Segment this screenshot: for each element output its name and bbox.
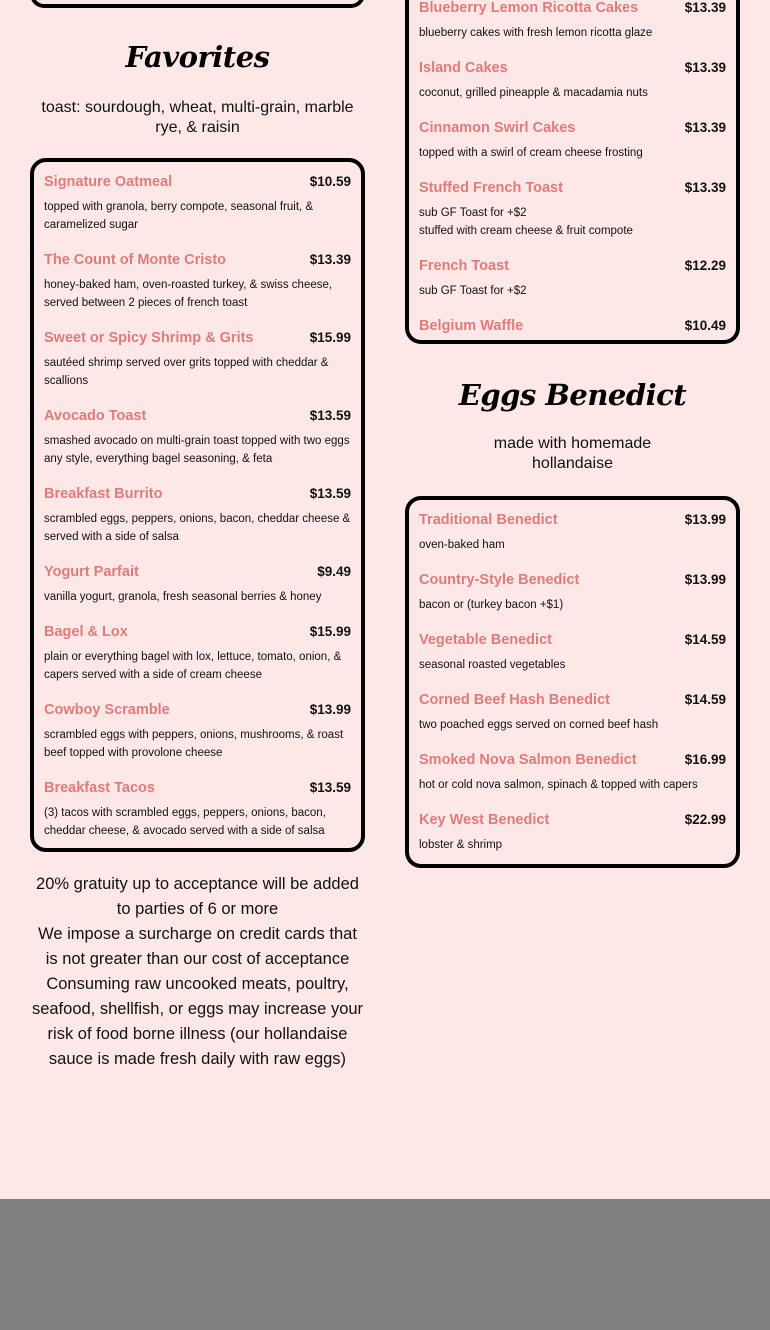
item-name: Avocado Toast [44,408,147,424]
item-name: Cinnamon Swirl Cakes [419,120,576,136]
menu-item [44,618,351,684]
menu-item [419,506,726,554]
item-description: scrambled eggs, peppers, onions, bacon, cheddar cheese & served with a side of salsa [44,513,351,543]
item-name: Corned Beef Hash Benedict [419,692,610,708]
menu-item [44,558,351,606]
item-name: Vegetable Benedict [419,632,552,648]
item-name: Sweet or Spicy Shrimp & Grits [44,330,254,346]
item-price: $12.29 [684,258,726,273]
surcharge-note: We impose a surcharge on credit cards that is not greater than our cost of acceptance [38,925,357,968]
item-price: $22.99 [684,812,726,827]
gratuity-note: 20% gratuity up to acceptance will be added to parties of 6 or more [36,875,359,918]
item-price: $13.59 [309,408,351,423]
item-price: $13.39 [684,60,726,75]
item-description: blueberry cakes with fresh lemon ricotta glaze [419,27,653,39]
menu-item [44,168,351,234]
item-price: $13.99 [684,572,726,587]
item-name: Blueberry Lemon Ricotta Cakes [419,0,639,16]
item-name: Bagel & Lox [44,624,128,640]
benedict-menu-box [405,496,740,868]
item-description: topped with granola, berry compote, seasonal fruit, & caramelized sugar [44,201,314,231]
item-description: hot or cold nova salmon, spinach & topped with capers [419,779,698,791]
item-price: $13.39 [684,180,726,195]
item-price: $13.99 [309,702,351,717]
item-gf-note: sub GF Toast for +$2 [419,207,527,219]
eggs-benedict-subtitle: made with homemade hollandaise [493,435,652,472]
page-footer-band [0,1199,770,1330]
item-description: (3) tacos with scrambled eggs, peppers, onions, bacon, cheddar cheese, & avocado served with a side of salsa [44,807,326,837]
item-price: $9.49 [317,564,351,579]
menu-item [44,696,351,762]
menu-item [419,174,726,240]
item-description [419,204,726,240]
item-description-line: stuffed with cream cheese & fruit compote [419,225,633,237]
item-price: $13.99 [684,512,726,527]
item-name: Cowboy Scramble [44,702,170,718]
item-price: $14.59 [684,692,726,707]
item-name: Smoked Nova Salmon Benedict [419,752,637,768]
item-description: bacon or (turkey bacon +$1) [419,599,564,611]
right-column [405,0,740,868]
menu-item [419,566,726,614]
item-price: $10.59 [309,174,351,189]
item-description: lobster & shrimp [419,839,503,851]
item-price: $15.99 [309,624,351,639]
item-price: $13.39 [684,120,726,135]
item-name: The Count of Monte Cristo [44,252,227,268]
item-price: $10.49 [684,318,726,333]
item-description: smashed avocado on multi-grain toast topped with two eggs any style, everything bagel seasoning, & feta [44,435,350,465]
left-column [30,0,365,1072]
item-name: Breakfast Burrito [44,486,163,502]
menu-item [44,324,351,390]
raw-food-warning: Consuming raw uncooked meats, poultry, seafood, shellfish, or eggs may increase your risk of food borne illness (our hollandaise sauce is made fresh daily with raw eggs) [31,975,364,1068]
item-description: vanilla yogurt, granola, fresh seasonal berries & honey [44,591,322,603]
item-description: scrambled eggs with peppers, onions, mushrooms, & roast beef topped with provolone cheese [44,729,344,759]
menu-item [419,626,726,674]
item-price: $13.39 [684,0,726,15]
item-price: $13.59 [309,780,351,795]
item-name: Belgium Waffle [419,318,524,334]
item-name: Island Cakes [419,60,508,76]
item-name: Country-Style Benedict [419,572,580,588]
item-name: Signature Oatmeal [44,174,173,190]
item-description: seasonal roasted vegetables [419,659,566,671]
eggs-benedict-title: Eggs Benedict [458,378,687,412]
item-description: sub GF Toast for +$2 [419,285,527,297]
menu-item [44,246,351,312]
item-description: coconut, grilled pineapple & macadamia nuts [419,87,648,99]
item-description: plain or everything bagel with lox, lettuce, tomato, onion, & capers served with a side of cream cheese [44,651,342,681]
item-price: $13.59 [309,486,351,501]
favorites-menu-box [30,158,365,852]
menu-item [419,806,726,854]
menu-item [419,746,726,794]
favorites-subtitle: toast: sourdough, wheat, multi-grain, marble rye, & raisin [41,99,354,136]
item-description: topped with a swirl of cream cheese frosting [419,147,643,159]
menu-item [419,0,726,42]
item-name: Breakfast Tacos [44,780,155,796]
item-description: honey-baked ham, oven-roasted turkey, & swiss cheese, served between 2 pieces of french toast [44,279,333,309]
menu-item [44,480,351,546]
item-price: $15.99 [309,330,351,345]
menu-item [419,252,726,300]
item-price: $14.59 [684,632,726,647]
menu-item [419,114,726,162]
item-price: $16.99 [684,752,726,767]
item-name: Yogurt Parfait [44,564,139,580]
item-name: Traditional Benedict [419,512,558,528]
menu-item [419,54,726,102]
item-name: Key West Benedict [419,812,550,828]
menu-item [419,312,726,334]
menu-item [44,774,351,840]
item-name: Stuffed French Toast [419,180,563,196]
favorites-title: Favorites [125,40,270,74]
item-price: $13.39 [309,252,351,267]
item-name: French Toast [419,258,509,274]
item-description: sautéed shrimp served over grits topped with cheddar & scallions [44,357,329,387]
pancakes-menu-box [405,0,740,344]
item-description: two poached eggs served on corned beef hash [419,719,659,731]
item-description: oven-baked ham [419,539,505,551]
menu-item [44,402,351,468]
menu-item [419,686,726,734]
